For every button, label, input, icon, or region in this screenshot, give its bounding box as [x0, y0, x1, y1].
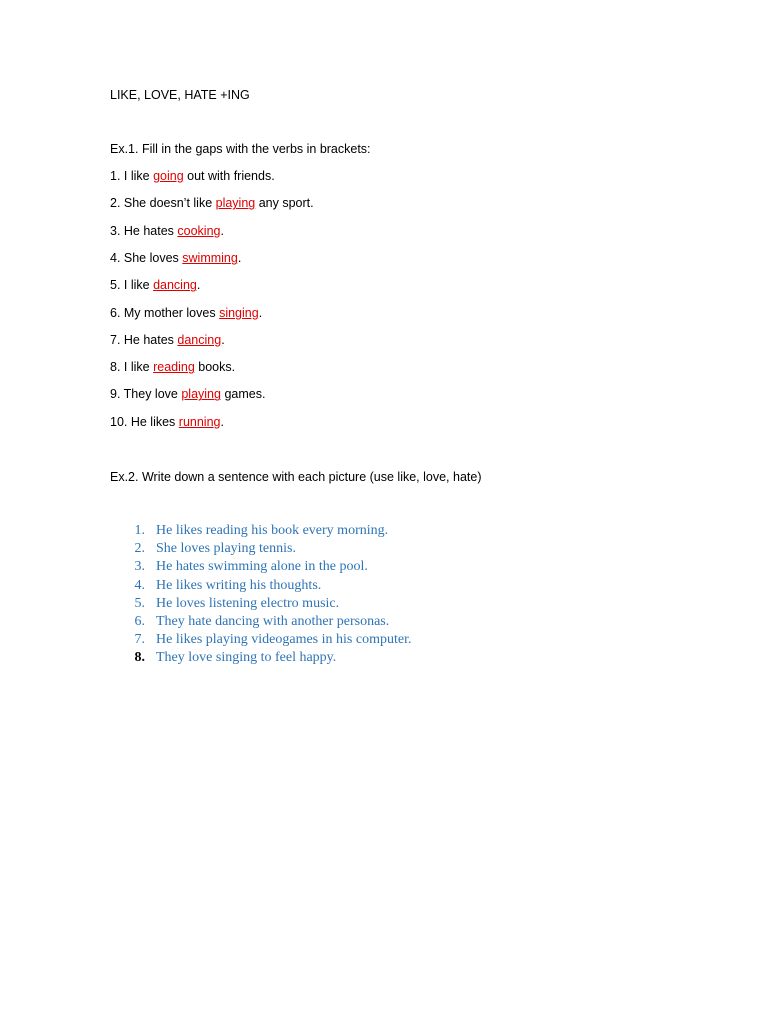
ex2-item-number: 4. [134, 577, 145, 593]
ex2-heading: Ex.2. Write down a sentence with each picture (use like, love, hate) [110, 470, 482, 484]
ex2-list-item [0, 631, 768, 649]
ex1-answer: reading [153, 360, 195, 375]
ex2-item-number: 7. [134, 632, 145, 648]
ex2-item-number: 6. [134, 613, 145, 629]
ex1-item-suffix: . [196, 278, 201, 293]
ex1-item-prefix: 6. My mother loves [110, 305, 220, 320]
ex1-item [110, 332, 225, 348]
ex1-item-prefix: 1. I like [110, 169, 154, 183]
ex2-item-number: 2. [134, 541, 145, 557]
ex1-item-suffix: books. [194, 360, 236, 375]
ex1-item-suffix: games. [220, 387, 266, 402]
ex1-item [110, 386, 265, 402]
worksheet-title: LIKE, LOVE, HATE +ING [110, 88, 250, 102]
ex1-item [110, 414, 224, 430]
ex1-item-prefix: 2. She doesn’t like [110, 196, 216, 211]
ex2-list-item [0, 577, 768, 595]
ex2-item-number: 8. [134, 650, 145, 666]
ex2-item-text: He hates swimming alone in the pool. [156, 559, 368, 575]
ex2-item-number: 1. [134, 523, 145, 538]
ex2-list-item [0, 595, 768, 613]
ex1-item [110, 168, 275, 184]
ex1-item-prefix: 3. He hates [110, 223, 178, 238]
ex2-list-item [0, 649, 768, 667]
ex1-answer: playing [181, 387, 221, 402]
ex1-item-prefix: 8. I like [110, 360, 154, 375]
ex1-answer: running [178, 414, 221, 429]
ex2-item-text: He likes playing videogames in his computer. [156, 632, 412, 648]
ex2-item-text: He loves listening electro music. [156, 595, 340, 611]
ex2-list-item [0, 613, 768, 631]
ex2-item-number: 3. [134, 559, 145, 575]
ex1-item [110, 195, 314, 211]
ex2-list-item [0, 558, 768, 576]
ex1-item [110, 359, 235, 375]
ex1-answer: dancing [153, 278, 197, 293]
ex1-answer: swimming [182, 250, 238, 265]
ex2-item-text: She loves playing tennis. [156, 541, 296, 557]
ex1-item-prefix: 9. They love [110, 387, 182, 402]
ex1-item-prefix: 10. He likes [110, 414, 179, 429]
ex1-heading: Ex.1. Fill in the gaps with the verbs in brackets: [110, 142, 371, 156]
ex1-item-suffix: . [220, 414, 224, 429]
ex1-item [110, 277, 200, 293]
ex1-item-suffix: any sport. [255, 196, 314, 211]
ex1-answer: going [153, 169, 184, 183]
ex1-item-prefix: 5. I like [110, 278, 154, 293]
ex1-item-suffix: . [258, 305, 263, 320]
ex1-item-suffix: . [220, 223, 224, 238]
ex1-item [110, 250, 241, 266]
ex1-item-suffix: out with friends. [183, 169, 275, 183]
ex2-list-item [0, 540, 768, 558]
ex1-answer: cooking [177, 223, 221, 238]
ex1-answer: singing [219, 305, 259, 320]
ex2-item-text: He likes writing his thoughts. [156, 577, 322, 593]
ex2-item-text: They love singing to feel happy. [156, 650, 337, 666]
ex2-item-text: He likes reading his book every morning. [156, 523, 389, 538]
ex1-item-prefix: 4. She loves [110, 250, 183, 265]
ex2-list-item [0, 522, 768, 540]
ex2-item-number: 5. [134, 595, 145, 611]
ex2-item-text: They hate dancing with another personas. [156, 613, 390, 629]
ex1-answer: playing [215, 196, 256, 211]
ex1-item-prefix: 7. He hates [110, 332, 178, 347]
ex1-item-suffix: . [221, 332, 225, 347]
ex1-item-suffix: . [237, 250, 242, 265]
ex2-answer-list [0, 522, 768, 668]
ex1-answer: dancing [177, 332, 222, 347]
ex1-item [110, 223, 224, 239]
ex1-item [110, 305, 262, 321]
